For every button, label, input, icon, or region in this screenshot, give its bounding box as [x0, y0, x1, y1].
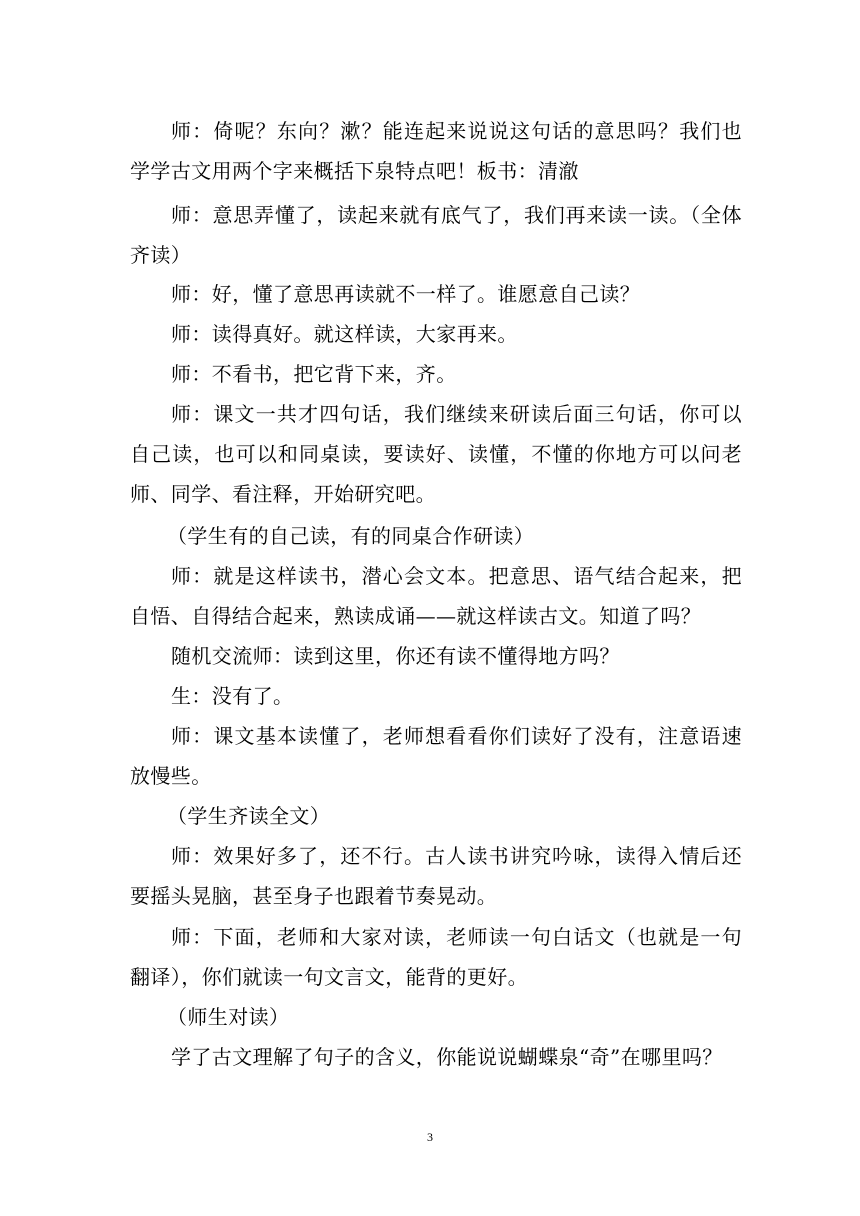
paragraph-10: 生：没有了。 — [171, 684, 294, 708]
paragraph-8: 师：就是这样读书，潜心会文本。把意思、语气结合起来，把自悟、自得结合起来，熟读成诵——就这样读古文。知道了吗？ — [130, 564, 742, 628]
paragraph-14: 师：下面，老师和大家对读，老师读一句白话文（也就是一句翻译），你们就读一句文言文，能背的更好。 — [130, 925, 742, 989]
paragraph-6: 师：课文一共才四句话，我们继续来研读后面三句话，你可以自己读，也可以和同桌读，要读好、读懂，不懂的你地方可以问老师、同学、看注释，开始研究吧。 — [130, 402, 742, 506]
paragraph-11: 师：课文基本读懂了，老师想看看你们读好了没有，注意语速放慢些。 — [130, 724, 742, 788]
paragraph-9: 随机交流师：读到这里，你还有读不懂得地方吗？ — [171, 644, 620, 668]
page-number: 3 — [427, 1130, 433, 1144]
paragraph-13: 师：效果好多了，还不行。古人读书讲究吟咏，读得入情后还要摇头晃脑，甚至身子也跟着节奏晃动。 — [130, 844, 742, 908]
paragraph-4: 师：读得真好。就这样读，大家再来。 — [171, 322, 518, 346]
paragraph-5: 师：不看书，把它背下来，齐。 — [171, 362, 457, 386]
paragraph-16: 学了古文理解了句子的含义，你能说说蝴蝶泉“奇”在哪里吗？ — [171, 1045, 723, 1069]
paragraph-3: 师：好，懂了意思再读就不一样了。谁愿意自己读？ — [171, 282, 641, 306]
paragraph-1: 师：倚呢？东向？漱？能连起来说说这句话的意思吗？我们也学学古文用两个字来概括下泉特点吧！板书：清澈 — [130, 119, 742, 183]
paragraph-15: （师生对读） — [167, 1005, 290, 1029]
paragraph-2: 师：意思弄懂了，读起来就有底气了，我们再来读一读。（全体齐读） — [130, 203, 742, 267]
paragraph-12: （学生齐读全文） — [167, 804, 331, 828]
paragraph-7: （学生有的自己读，有的同桌合作研读） — [167, 524, 535, 548]
